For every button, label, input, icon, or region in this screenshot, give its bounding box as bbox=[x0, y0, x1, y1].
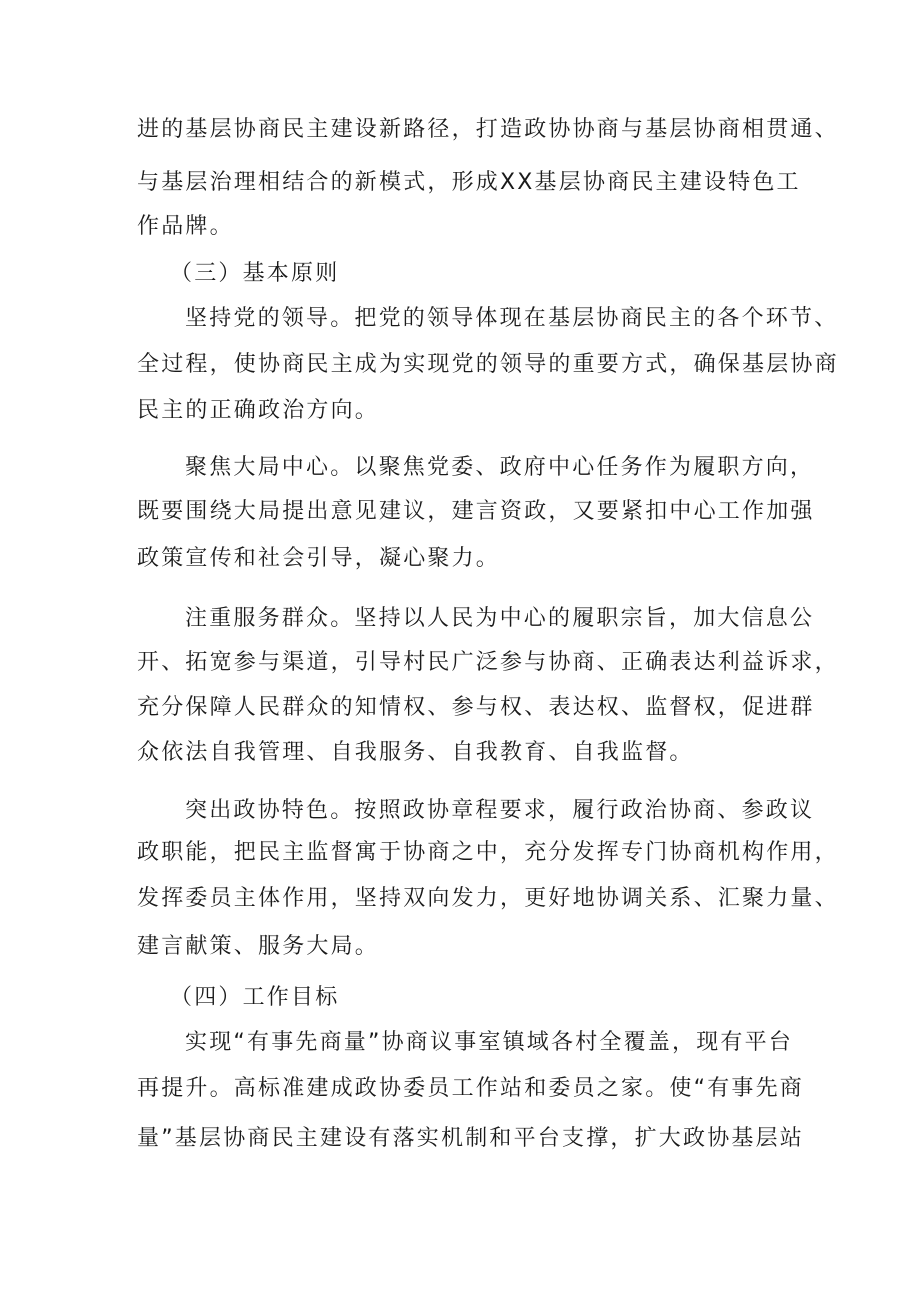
paragraph-line: 充分保障人民群众的知情权、参与权、表达权、监督权，促进群 bbox=[137, 695, 815, 720]
paragraph-line: 政职能，把民主监督寓于协商之中，充分发挥专门协商机构作用， bbox=[137, 840, 839, 865]
paragraph-line: 实现“有事先商量”协商议事室镇域各村全覆盖，现有平台 bbox=[185, 1030, 793, 1055]
paragraph-line: 全过程，使协商民主成为实现党的领导的重要方式，确保基层协商 bbox=[137, 352, 839, 377]
paragraph-line: 突出政协特色。按照政协章程要求，履行政治协商、参政议 bbox=[185, 798, 815, 823]
paragraph-line: 量”基层协商民主建设有落实机制和平台支撑，扩大政协基层站 bbox=[137, 1126, 804, 1151]
paragraph-line: 建言献策、服务大局。 bbox=[137, 934, 380, 959]
paragraph-line: 与基层治理相结合的新模式，形成XX基层协商民主建设特色工 bbox=[137, 170, 801, 195]
paragraph-line: 民主的正确政治方向。 bbox=[137, 398, 380, 423]
paragraph-line: 聚焦大局中心。以聚焦党委、政府中心任务作为履职方向， bbox=[185, 455, 815, 480]
paragraph-line: 众依法自我管理、自我服务、自我教育、自我监督。 bbox=[137, 740, 694, 765]
paragraph-line: 坚持党的领导。把党的领导体现在基层协商民主的各个环节、 bbox=[185, 306, 839, 331]
paragraph-line: 注重服务群众。坚持以人民为中心的履职宗旨，加大信息公 bbox=[185, 606, 815, 631]
section-heading-work-goals: （四）工作目标 bbox=[170, 985, 340, 1010]
section-heading-basic-principles: （三）基本原则 bbox=[170, 261, 340, 286]
paragraph-line: 发挥委员主体作用，坚持双向发力，更好地协调关系、汇聚力量、 bbox=[137, 886, 839, 911]
paragraph-line: 政策宣传和社会引导，凝心聚力。 bbox=[137, 546, 501, 571]
paragraph-line: 作品牌。 bbox=[137, 214, 234, 239]
paragraph-line: 既要围绕大局提出意见建议，建言资政，又要紧扣中心工作加强 bbox=[137, 499, 815, 524]
paragraph-line: 进的基层协商民主建设新路径，打造政协协商与基层协商相贯通、 bbox=[137, 117, 839, 142]
paragraph-line: 再提升。高标准建成政协委员工作站和委员之家。使“有事先商 bbox=[137, 1076, 804, 1101]
paragraph-line: 开、拓宽参与渠道，引导村民广泛参与协商、正确表达利益诉求， bbox=[137, 650, 839, 675]
